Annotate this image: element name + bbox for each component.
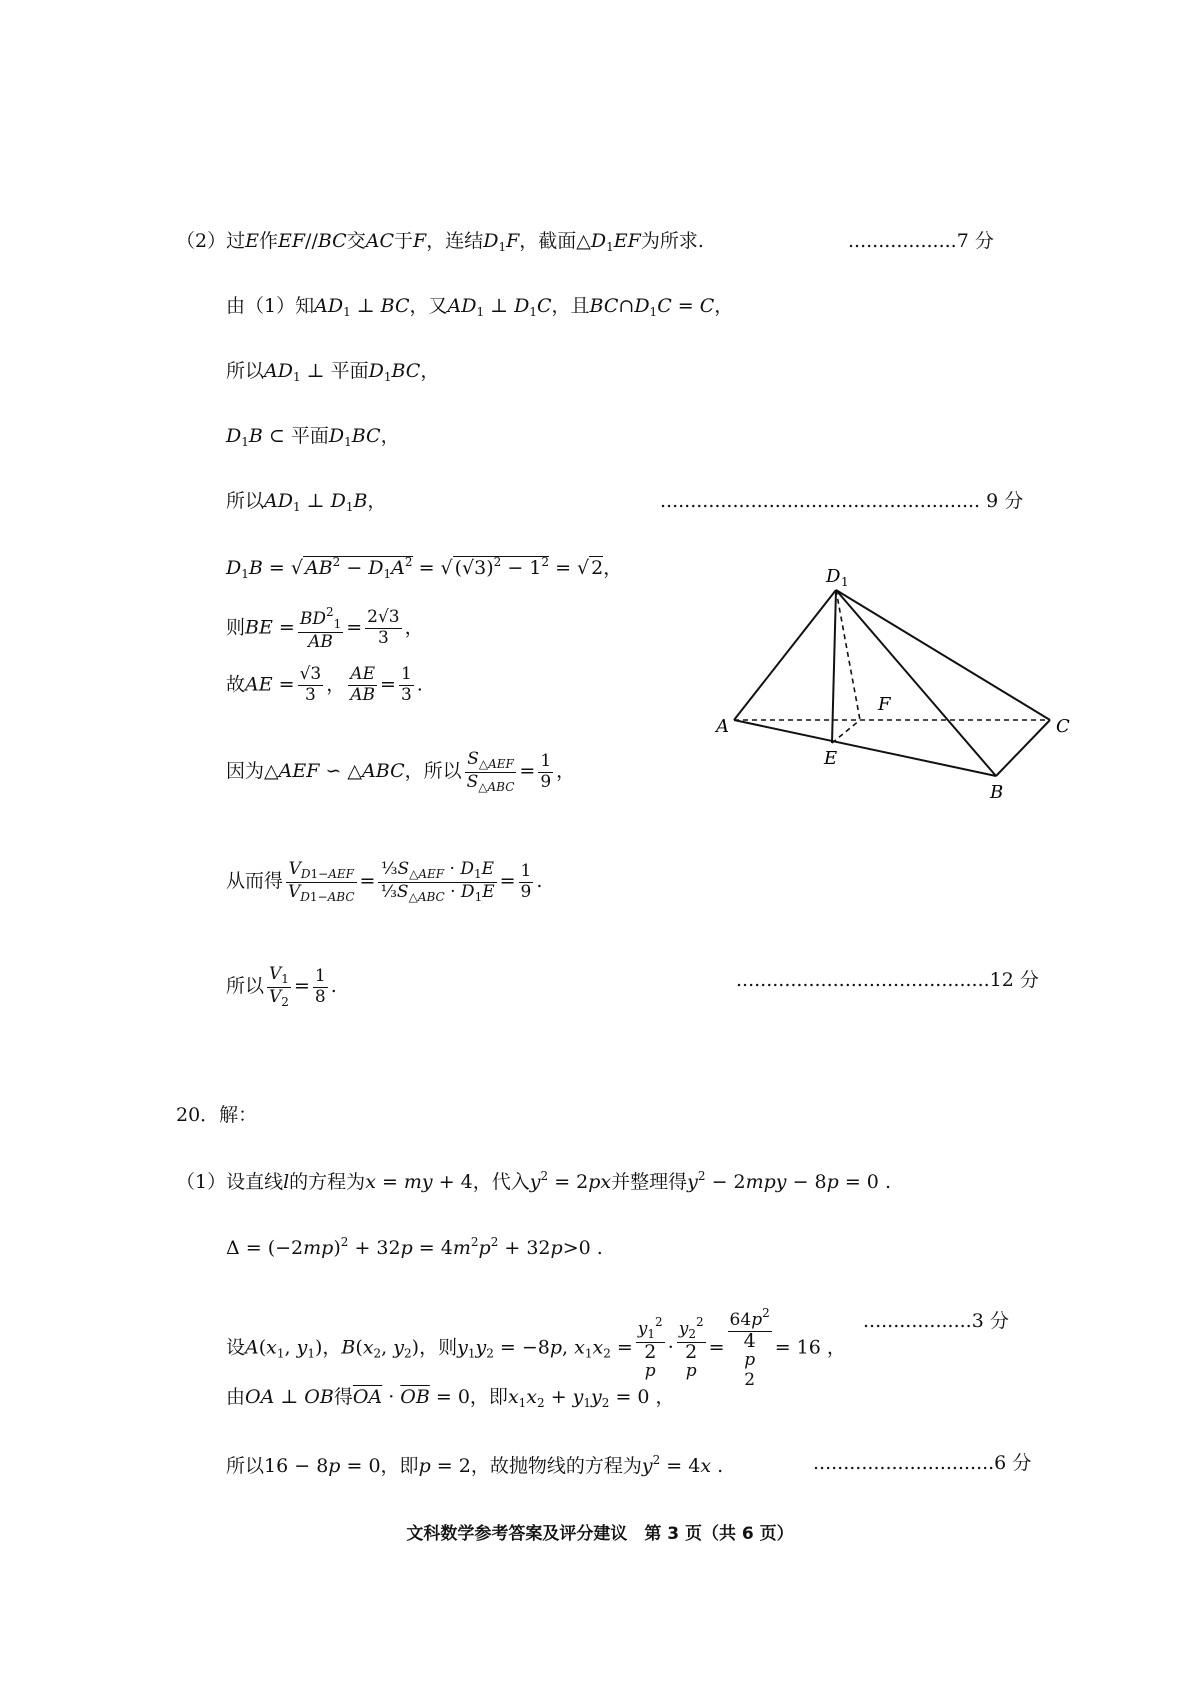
subset-line: $D_1B$ ⊂ 平面$D_1BC$，: [226, 425, 400, 449]
label-b: B: [990, 782, 1004, 803]
ae-length: 故AE = $\frac{√3}{3}$ ， $\frac{AE}{AB}$ = $\frac{1}{3}$ .: [226, 664, 423, 705]
page-footer: 文科数学参考答案及评分建议 第 3 页（共 6 页）: [406, 1524, 794, 1544]
q20-line-3: 设$A(x_1$, $y_1$)，$B(x_2$, $y_2$)，则$y_1y_2 = -8p$, $x_1x_2$ = $y_1^2$ 2 p · $y_2^2$ 2 p = $64p^2$ 4 p 2 = 16 ，: [226, 1306, 846, 1390]
d1b-length: $D_1B$ = √ $AB^2 - D_1A^2$ = √ $(√3)^2 - 1^2$ = √ 2，: [226, 555, 623, 581]
edge-d1-b: [836, 590, 996, 776]
label-d1-sub: 1: [841, 575, 849, 589]
volume-ratio-line: 从而得 $\frac{V_{D1-AEF}}{V_{D1-ABC}}$ = $\frac{\frac{1}{3}S_{\triangle AEF} \cdot D_1E}{\frac{1}{3}S_{\triangle ABC} \cdot D_1E}$ = $\frac{1}{9}$ .: [226, 859, 543, 904]
perp-line-3: 所以$AD_1$ ⊥ $D_1B$，: [226, 490, 387, 514]
q20-line-4: 由OA ⊥ OB得$\overline{OA} \cdot \overline{OB} = 0$，即$x_1x_2 + y_1y_2 = 0$ ，: [226, 1386, 675, 1410]
edge-e-f-hidden: [832, 720, 860, 743]
perp-line-1: 由（1）知$AD_1$ ⊥ BC，又$AD_1$ ⊥ $D_1C$，且$BC\cap D_1C = C$，: [226, 295, 734, 319]
label-a: A: [716, 716, 729, 737]
be-length: 则BE = $\frac{BD^2_1}{AB}$ = $\frac{2√3}{3}$ ，: [226, 605, 424, 652]
perp-line-2: 所以$AD_1$ ⊥ 平面$D_1BC$，: [226, 360, 440, 384]
label-e: E: [824, 748, 838, 769]
q20-line-1: （1）设直线l的方程为x = my + 4，代入$y^2 = 2px$并整理得$y^2 - 2mpy - 8p = 0$ .: [176, 1169, 891, 1193]
label-f: F: [878, 694, 891, 715]
score-9: ..................................................... 9 分: [660, 490, 1024, 512]
score-3: ..................3 分: [863, 1310, 1009, 1332]
score-12: ..........................................12 分: [736, 969, 1039, 991]
edge-b-c: [996, 720, 1050, 776]
edge-a-b: [734, 720, 996, 776]
label-d1: D: [826, 566, 841, 587]
q20-line-5: 所以16 − 8p = 0，即p = 2，故抛物线的方程为$y^2 = 4x$ .: [226, 1453, 724, 1477]
pyramid-figure: [700, 560, 1080, 810]
similar-line: 因为△AEF ∽ △ABC，所以 $\frac{S_{\triangle AEF}}{S_{\triangle ABC}}$ = $\frac{1}{9}$ ，: [226, 749, 576, 794]
edge-d1-f-hidden: [836, 590, 860, 720]
final-ratio-line: 所以 $\frac{V_1}{V_2}$ = $\frac{1}{8}$ .: [226, 964, 337, 1009]
score-6: ..............................6 分: [813, 1452, 1032, 1474]
label-c: C: [1056, 716, 1070, 737]
q20-discriminant: $\Delta = (-2mp)^2 + 32p = 4m^2p^2 + 32p>0$ .: [226, 1235, 603, 1259]
edge-d1-c: [836, 590, 1050, 720]
edge-d1-a: [734, 590, 836, 720]
part2-heading: （2）过E作EF//BC交AC于F，连结$D_1F$，截面$\triangle D_1EF$为所求.: [176, 230, 704, 254]
q20-title: 20．解：: [176, 1104, 258, 1126]
score-7: ..................7 分: [848, 230, 994, 252]
